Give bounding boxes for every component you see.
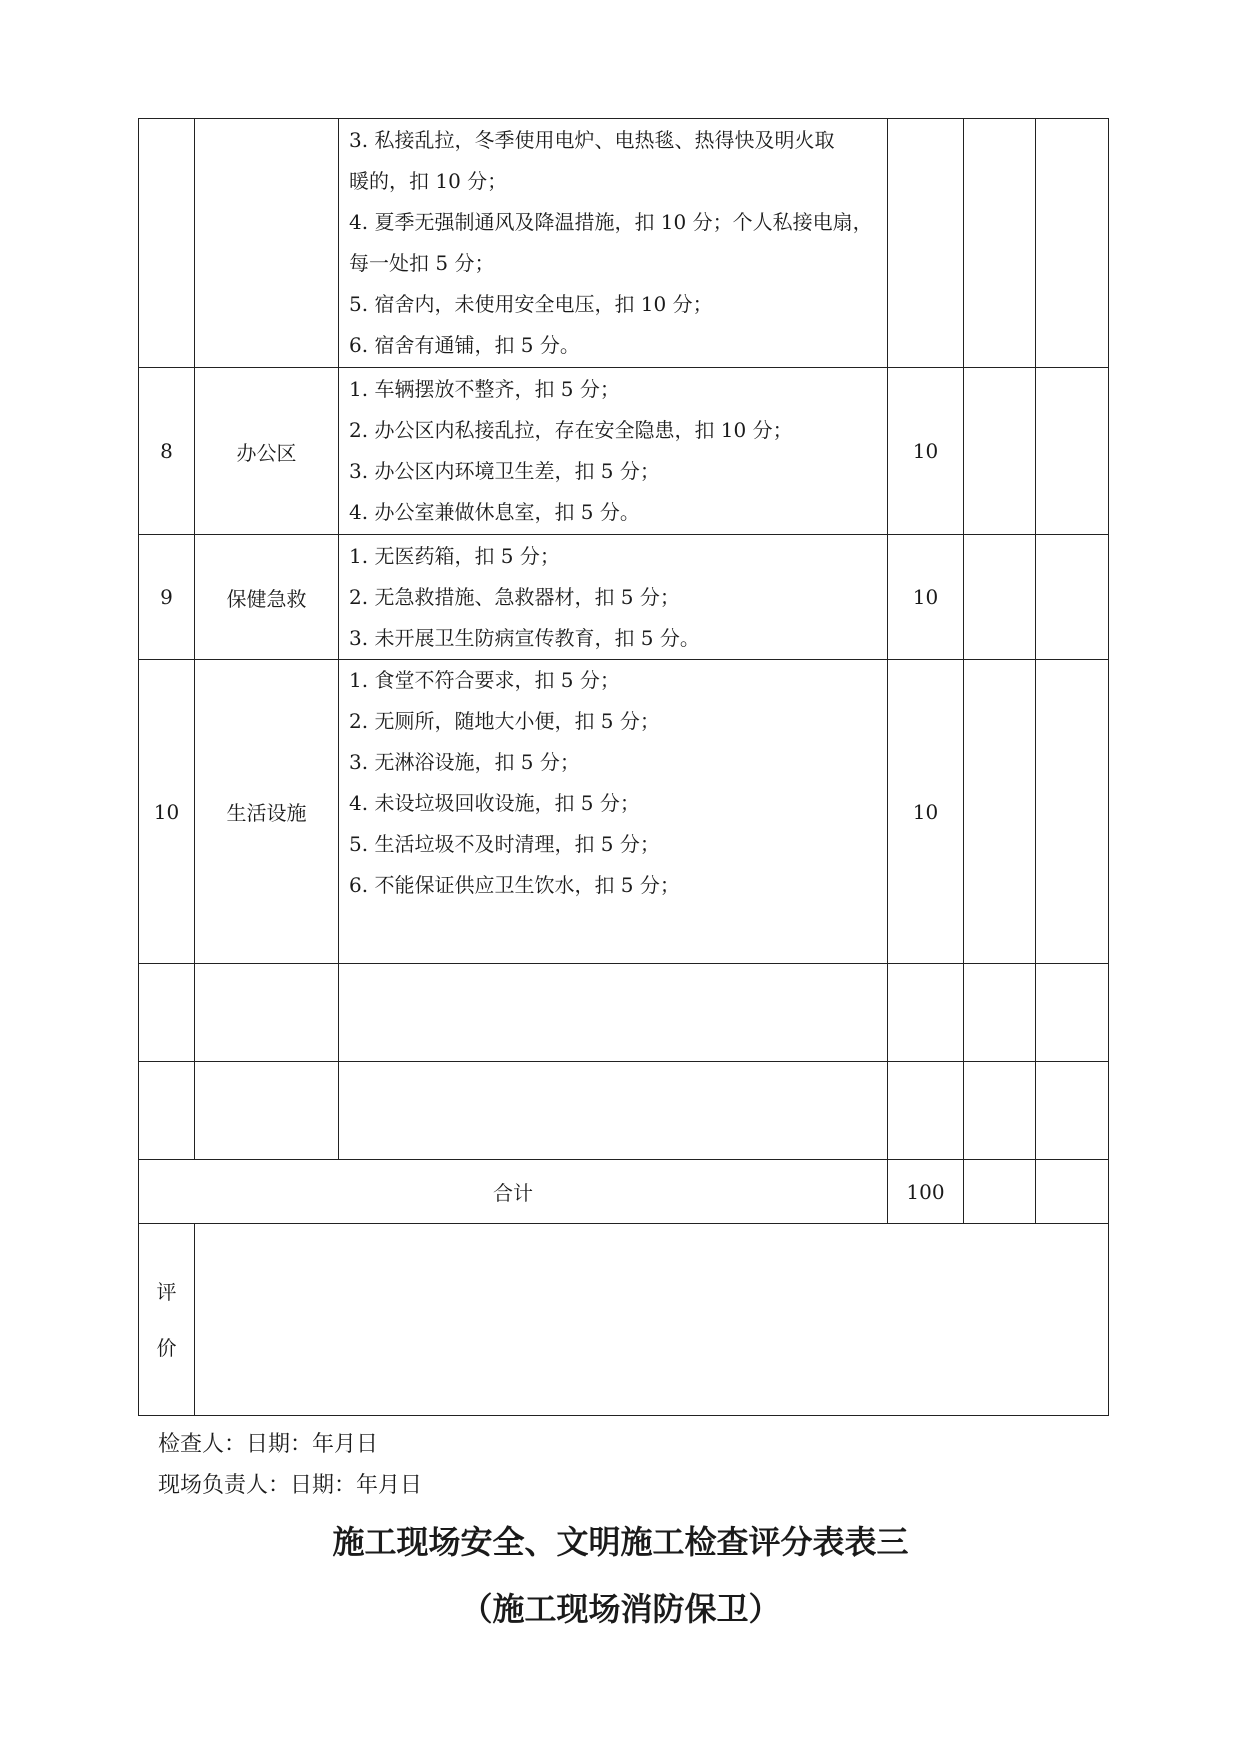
deduction-item: 3. 无淋浴设施，扣 5 分；	[349, 750, 580, 774]
score-table	[138, 118, 1109, 1416]
empty-cell	[964, 964, 1036, 1062]
row-category: 生活设施	[195, 660, 339, 964]
row-category: 办公区	[195, 368, 339, 535]
empty-row	[139, 964, 1109, 1062]
deducted-score-cell	[964, 368, 1036, 535]
deduction-item: 6. 宿舍有通铺，扣 5 分。	[349, 333, 580, 357]
table-row	[139, 119, 1109, 368]
deducted-score-cell	[964, 535, 1036, 660]
row-score	[888, 119, 964, 368]
empty-cell	[1036, 964, 1109, 1062]
table-row	[139, 368, 1109, 535]
deduction-item: 3. 办公区内环境卫生差，扣 5 分；	[349, 459, 660, 483]
deduction-item: 1. 无医药箱，扣 5 分；	[349, 543, 560, 568]
row-number: 9	[139, 535, 195, 660]
empty-cell	[339, 1062, 888, 1160]
empty-row	[139, 1062, 1109, 1160]
empty-cell	[139, 964, 195, 1062]
site-manager-signature-line: 现场负责人：日期：年月日	[158, 1473, 423, 1498]
evaluation-label-char: 评	[156, 1279, 177, 1304]
table-row	[139, 660, 1109, 964]
table-row	[139, 535, 1109, 660]
deduction-item: 2. 无厕所，随地大小便，扣 5 分；	[349, 709, 660, 733]
deduction-item: 1. 食堂不符合要求，扣 5 分；	[349, 668, 620, 692]
actual-score-cell	[1036, 660, 1109, 964]
deduction-item: 2. 无急救措施、急救器材，扣 5 分；	[349, 584, 680, 609]
empty-cell	[964, 1062, 1036, 1160]
deducted-score-cell	[964, 119, 1036, 368]
deduction-item: 3. 私接乱拉，冬季使用电炉、电热毯、热得快及明火取	[349, 128, 835, 152]
evaluation-content	[195, 1224, 1109, 1416]
empty-cell	[195, 964, 339, 1062]
actual-score-cell	[1036, 119, 1109, 368]
deduction-item: 1. 车辆摆放不整齐，扣 5 分；	[349, 377, 620, 401]
row-number: 8	[139, 368, 195, 535]
deduction-item: 6. 不能保证供应卫生饮水，扣 5 分；	[349, 873, 680, 897]
empty-cell	[339, 964, 888, 1062]
total-actual-cell	[1036, 1160, 1109, 1224]
deduction-item: 5. 宿舍内，未使用安全电压，扣 10 分；	[349, 292, 713, 316]
deduction-item: 4. 办公室兼做休息室，扣 5 分。	[349, 500, 640, 524]
deducted-score-cell	[964, 660, 1036, 964]
section-title: 施工现场安全、文明施工检查评分表表三	[332, 1523, 909, 1561]
row-score: 10	[888, 660, 964, 964]
total-row	[139, 1160, 1109, 1224]
actual-score-cell	[1036, 368, 1109, 535]
empty-cell	[888, 1062, 964, 1160]
row-number: 10	[139, 660, 195, 964]
deduction-item: 5. 生活垃圾不及时清理，扣 5 分；	[349, 832, 660, 856]
row-score: 10	[888, 368, 964, 535]
empty-cell	[139, 1062, 195, 1160]
evaluation-label	[139, 1224, 195, 1416]
deduction-item: 暖的，扣 10 分；	[349, 169, 508, 193]
section-subtitle: （施工现场消防保卫）	[460, 1590, 781, 1628]
deduction-items	[339, 660, 888, 964]
deduction-item: 4. 未设垃圾回收设施，扣 5 分；	[349, 791, 640, 815]
deduction-item: 2. 办公区内私接乱拉，存在安全隐患，扣 10 分；	[349, 418, 793, 442]
row-category: 保健急救	[195, 535, 339, 660]
deduction-items	[339, 368, 888, 535]
total-label: 合计	[139, 1160, 888, 1224]
deduction-items	[339, 535, 888, 660]
deduction-items	[339, 119, 888, 368]
total-deducted-cell	[964, 1160, 1036, 1224]
evaluation-label-char: 价	[156, 1335, 177, 1360]
row-score: 10	[888, 535, 964, 660]
empty-cell	[1036, 1062, 1109, 1160]
deduction-item: 3. 未开展卫生防病宣传教育，扣 5 分。	[349, 625, 700, 650]
row-number	[139, 119, 195, 368]
inspector-signature-line: 检查人：日期：年月日	[158, 1432, 379, 1457]
total-score: 100	[888, 1160, 964, 1224]
empty-cell	[888, 964, 964, 1062]
empty-cell	[195, 1062, 339, 1160]
actual-score-cell	[1036, 535, 1109, 660]
deduction-item: 每一处扣 5 分；	[349, 251, 495, 275]
row-category	[195, 119, 339, 368]
deduction-item: 4. 夏季无强制通风及降温措施，扣 10 分；个人私接电扇，	[349, 210, 873, 234]
evaluation-row	[139, 1224, 1109, 1416]
